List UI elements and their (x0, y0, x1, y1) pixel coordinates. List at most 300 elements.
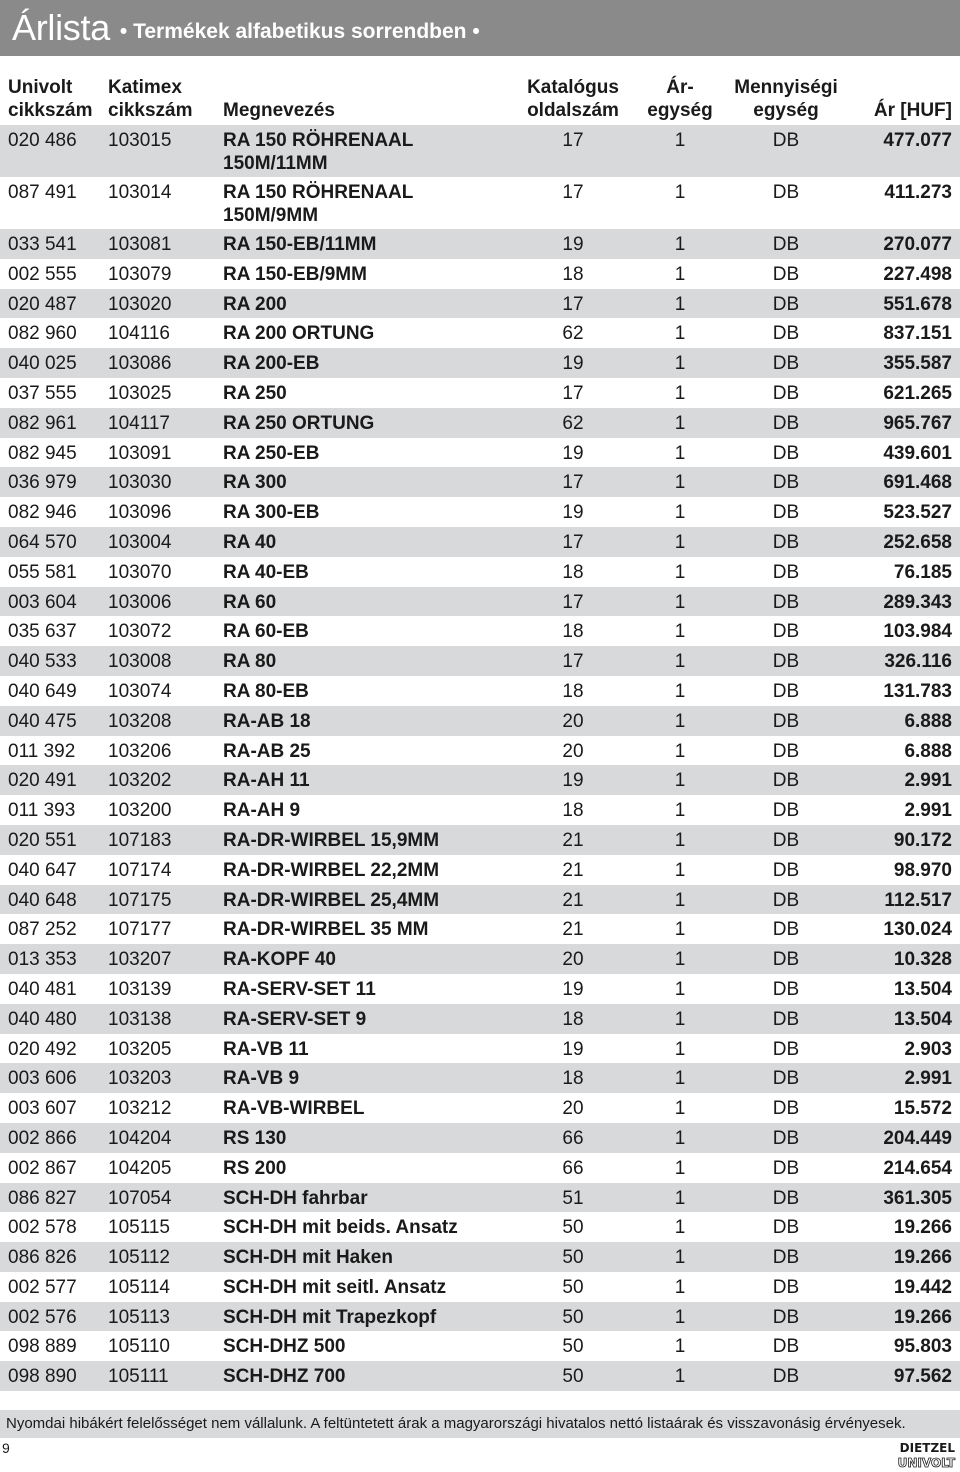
cell-univolt: 013 353 (8, 949, 77, 971)
cell-price: 252.658 (883, 531, 952, 553)
cell-name: RA-KOPF 40 (223, 949, 336, 971)
cell-price-unit: 1 (674, 621, 686, 643)
page-subtitle: • Termékek alfabetikus sorrendben • (119, 20, 480, 43)
cell-price-unit: 1 (674, 502, 686, 524)
table-row (0, 944, 960, 974)
cell-price: 10.328 (893, 949, 952, 971)
cell-qty-unit: DB (772, 1008, 800, 1030)
cell-price-unit: 1 (674, 770, 686, 792)
table-row (0, 885, 960, 915)
cell-price-unit: 1 (674, 919, 686, 941)
cell-price-unit: 1 (674, 949, 686, 971)
cell-qty-unit: DB (772, 591, 800, 613)
cell-name: RA-DR-WIRBEL 25,4MM (223, 889, 440, 911)
table-row (0, 855, 960, 885)
cell-name: SCH-DH mit Haken (223, 1247, 393, 1269)
cell-catalog-page: 17 (562, 531, 584, 553)
cell-catalog-page: 18 (562, 800, 584, 822)
table-row (0, 177, 960, 229)
cell-catalog-page: 19 (562, 234, 584, 255)
table-row (0, 1361, 960, 1391)
cell-price-unit: 1 (674, 561, 686, 583)
cell-name: RA-DR-WIRBEL 15,9MM (223, 829, 440, 851)
col-catalog-label: Katalógus oldalszám (527, 77, 619, 121)
cell-univolt: 082 946 (8, 502, 77, 524)
cell-qty-unit: DB (772, 1068, 800, 1090)
col-price-unit-label: Ár-egység (647, 77, 713, 121)
cell-catalog-page: 20 (562, 949, 584, 971)
cell-price-unit: 1 (674, 1366, 686, 1388)
cell-catalog-page: 17 (562, 382, 584, 404)
cell-price: 289.343 (883, 591, 952, 613)
cell-katimex: 107177 (108, 919, 172, 941)
cell-price: 131.783 (883, 680, 952, 702)
col-name-header (223, 99, 335, 122)
cell-univolt: 098 890 (8, 1366, 77, 1388)
cell-price: 326.116 (884, 651, 952, 673)
cell-price-unit: 1 (674, 889, 686, 911)
cell-price-unit: 1 (674, 293, 686, 315)
cell-katimex: 103020 (108, 293, 172, 315)
cell-univolt: 082 961 (8, 412, 77, 434)
cell-catalog-page: 17 (562, 651, 584, 673)
cell-qty-unit: DB (772, 919, 800, 941)
cell-name: RA 40-EB (223, 561, 309, 583)
cell-katimex: 103025 (108, 382, 172, 404)
table-row (0, 914, 960, 944)
cell-name: RA-AB 25 (223, 740, 311, 762)
cell-qty-unit: DB (772, 531, 800, 553)
cell-name: RA-VB-WIRBEL (223, 1098, 365, 1120)
cell-price: 411.273 (884, 182, 952, 203)
price-table (0, 125, 960, 1391)
cell-catalog-page: 19 (562, 978, 584, 1000)
cell-price: 13.504 (893, 978, 952, 1000)
cell-katimex: 104117 (108, 412, 170, 434)
cell-katimex: 103014 (108, 182, 172, 203)
cell-univolt: 003 607 (8, 1098, 77, 1120)
cell-price-unit: 1 (674, 412, 686, 434)
cell-univolt: 020 551 (8, 829, 77, 851)
cell-price-unit: 1 (674, 591, 686, 613)
col-katimex-header (108, 76, 208, 122)
cell-univolt: 035 637 (8, 621, 77, 643)
cell-name: SCH-DH mit seitl. Ansatz (223, 1276, 447, 1298)
cell-name: RA-SERV-SET 11 (223, 978, 376, 1000)
cell-qty-unit: DB (772, 382, 800, 404)
table-row (0, 736, 960, 766)
cell-univolt: 086 826 (8, 1247, 77, 1269)
cell-qty-unit: DB (772, 502, 800, 524)
cell-name: RS 130 (223, 1127, 287, 1149)
cell-univolt: 040 481 (8, 978, 77, 1000)
cell-univolt: 086 827 (8, 1187, 77, 1209)
cell-price: 19.266 (893, 1247, 952, 1269)
col-univolt-header (8, 76, 104, 122)
cell-univolt: 040 648 (8, 889, 77, 911)
cell-univolt: 020 491 (8, 770, 77, 792)
cell-catalog-page: 20 (562, 1098, 584, 1120)
cell-catalog-page: 18 (562, 680, 584, 702)
cell-qty-unit: DB (772, 1306, 800, 1328)
cell-katimex: 103015 (108, 130, 172, 151)
cell-univolt: 036 979 (8, 472, 77, 494)
cell-qty-unit: DB (772, 1098, 800, 1120)
cell-katimex: 105114 (108, 1276, 170, 1298)
cell-price: 19.266 (893, 1217, 952, 1239)
cell-qty-unit: DB (772, 770, 800, 792)
cell-name: RA 200 ORTUNG (223, 323, 375, 345)
cell-catalog-page: 17 (562, 293, 584, 315)
table-row (0, 1093, 960, 1123)
cell-name: RA 150 RÖHRENAAL 150M/11MM (223, 130, 414, 174)
table-row (0, 1123, 960, 1153)
cell-catalog-page: 50 (562, 1247, 584, 1269)
cell-qty-unit: DB (772, 293, 800, 315)
cell-katimex: 103030 (108, 472, 172, 494)
cell-katimex: 103081 (108, 234, 172, 255)
cell-catalog-page: 66 (562, 1127, 584, 1149)
col-name-label: Megnevezés (223, 100, 335, 121)
cell-univolt: 020 486 (8, 130, 77, 151)
table-row (0, 497, 960, 527)
cell-name: SCH-DHZ 500 (223, 1336, 346, 1358)
cell-name: RA 250 (223, 382, 287, 404)
cell-price-unit: 1 (674, 859, 686, 881)
cell-price-unit: 1 (674, 710, 686, 732)
cell-katimex: 103212 (108, 1098, 172, 1120)
cell-katimex: 107054 (108, 1187, 172, 1209)
logo-bottom-text: UNIVOLT (897, 1456, 955, 1470)
cell-catalog-page: 19 (562, 502, 584, 524)
cell-katimex: 103008 (108, 651, 172, 673)
cell-katimex: 103079 (108, 263, 172, 285)
cell-qty-unit: DB (772, 1336, 800, 1358)
table-row (0, 289, 960, 319)
table-row (0, 229, 960, 259)
cell-katimex: 107175 (108, 889, 172, 911)
cell-qty-unit: DB (772, 234, 800, 255)
cell-name: RA-DR-WIRBEL 22,2MM (223, 859, 440, 881)
cell-qty-unit: DB (772, 1038, 800, 1060)
cell-catalog-page: 62 (562, 412, 584, 434)
table-row (0, 1183, 960, 1213)
cell-price: 19.266 (893, 1306, 952, 1328)
cell-price: 6.888 (904, 740, 952, 762)
cell-price: 837.151 (883, 323, 952, 345)
cell-catalog-page: 50 (562, 1217, 584, 1239)
cell-catalog-page: 18 (562, 561, 584, 583)
cell-price: 76.185 (893, 561, 952, 583)
table-row (0, 646, 960, 676)
col-qty-unit-header (730, 76, 842, 122)
cell-price: 90.172 (893, 829, 952, 851)
cell-univolt: 098 889 (8, 1336, 77, 1358)
cell-name: RA 300 (223, 472, 287, 494)
cell-price: 214.654 (883, 1157, 952, 1179)
cell-univolt: 040 480 (8, 1008, 77, 1030)
cell-qty-unit: DB (772, 442, 800, 464)
cell-katimex: 103208 (108, 710, 172, 732)
cell-price: 2.903 (904, 1038, 952, 1060)
cell-univolt: 002 866 (8, 1127, 77, 1149)
cell-catalog-page: 19 (562, 770, 584, 792)
cell-katimex: 103070 (108, 561, 172, 583)
cell-name: RA 200-EB (223, 353, 320, 375)
cell-qty-unit: DB (772, 561, 800, 583)
cell-qty-unit: DB (772, 680, 800, 702)
cell-univolt: 087 491 (8, 182, 77, 203)
cell-katimex: 103203 (108, 1068, 172, 1090)
table-row (0, 125, 960, 177)
cell-univolt: 087 252 (8, 919, 77, 941)
cell-katimex: 103206 (108, 740, 172, 762)
cell-price: 103.984 (883, 621, 952, 643)
cell-name: RA-AB 18 (223, 710, 311, 732)
cell-price-unit: 1 (674, 182, 686, 203)
table-row (0, 974, 960, 1004)
dietzel-univolt-logo (886, 1440, 956, 1470)
cell-price-unit: 1 (674, 1127, 686, 1149)
page-number: 9 (2, 1440, 10, 1456)
cell-catalog-page: 21 (562, 859, 584, 881)
table-row (0, 1302, 960, 1332)
table-row (0, 1242, 960, 1272)
cell-qty-unit: DB (772, 1247, 800, 1269)
cell-qty-unit: DB (772, 621, 800, 643)
cell-qty-unit: DB (772, 889, 800, 911)
cell-catalog-page: 17 (562, 472, 584, 494)
cell-univolt: 082 945 (8, 442, 77, 464)
cell-qty-unit: DB (772, 1217, 800, 1239)
table-row (0, 408, 960, 438)
table-row (0, 1004, 960, 1034)
cell-univolt: 003 606 (8, 1068, 77, 1090)
cell-katimex: 103139 (108, 978, 172, 1000)
cell-univolt: 002 577 (8, 1276, 77, 1298)
cell-name: RA-SERV-SET 9 (223, 1008, 367, 1030)
cell-catalog-page: 51 (562, 1187, 584, 1209)
cell-price-unit: 1 (674, 1068, 686, 1090)
cell-univolt: 011 392 (8, 740, 76, 762)
cell-catalog-page: 50 (562, 1276, 584, 1298)
cell-name: RA 300-EB (223, 502, 320, 524)
cell-qty-unit: DB (772, 323, 800, 345)
table-row (0, 765, 960, 795)
cell-price-unit: 1 (674, 740, 686, 762)
table-row (0, 825, 960, 855)
cell-price-unit: 1 (674, 1306, 686, 1328)
cell-name: RA 250-EB (223, 442, 320, 464)
cell-name: RA 40 (223, 531, 277, 553)
cell-price-unit: 1 (674, 353, 686, 375)
table-row (0, 616, 960, 646)
cell-name: RS 200 (223, 1157, 287, 1179)
cell-qty-unit: DB (772, 800, 800, 822)
cell-price-unit: 1 (674, 382, 686, 404)
cell-qty-unit: DB (772, 949, 800, 971)
cell-price: 6.888 (904, 710, 952, 732)
cell-qty-unit: DB (772, 829, 800, 851)
cell-name: RA 150-EB/11MM (223, 234, 377, 255)
table-row (0, 438, 960, 468)
cell-katimex: 103205 (108, 1038, 172, 1060)
cell-qty-unit: DB (772, 182, 800, 203)
table-header (0, 76, 960, 124)
cell-catalog-page: 17 (562, 182, 584, 203)
col-price-unit-header (640, 76, 720, 122)
table-row (0, 1212, 960, 1242)
cell-price-unit: 1 (674, 1038, 686, 1060)
cell-katimex: 103006 (108, 591, 172, 613)
cell-qty-unit: DB (772, 740, 800, 762)
cell-katimex: 105115 (108, 1217, 170, 1239)
cell-catalog-page: 20 (562, 710, 584, 732)
cell-name: RA 60-EB (223, 621, 309, 643)
cell-catalog-page: 50 (562, 1336, 584, 1358)
cell-price-unit: 1 (674, 442, 686, 464)
cell-price: 551.678 (883, 293, 952, 315)
cell-katimex: 103202 (108, 770, 172, 792)
table-row (0, 676, 960, 706)
cell-name: RA-AH 9 (223, 800, 301, 822)
cell-qty-unit: DB (772, 1127, 800, 1149)
cell-price-unit: 1 (674, 263, 686, 285)
cell-katimex: 105111 (108, 1366, 169, 1388)
cell-price-unit: 1 (674, 234, 686, 255)
cell-katimex: 107174 (108, 859, 172, 881)
cell-katimex: 107183 (108, 829, 172, 851)
cell-name: SCH-DH mit Trapezkopf (223, 1306, 437, 1328)
cell-univolt: 055 581 (8, 561, 77, 583)
cell-qty-unit: DB (772, 1187, 800, 1209)
cell-catalog-page: 21 (562, 889, 584, 911)
cell-katimex: 103091 (108, 442, 172, 464)
cell-katimex: 105110 (108, 1336, 170, 1358)
cell-name: RA 150-EB/9MM (223, 263, 367, 285)
cell-price: 621.265 (883, 382, 952, 404)
cell-name: RA 250 ORTUNG (223, 412, 375, 434)
cell-qty-unit: DB (772, 130, 800, 151)
cell-univolt: 002 578 (8, 1217, 77, 1239)
cell-price: 13.504 (893, 1008, 952, 1030)
cell-univolt: 064 570 (8, 531, 77, 553)
cell-catalog-page: 62 (562, 323, 584, 345)
cell-catalog-page: 50 (562, 1366, 584, 1388)
cell-name: RA 60 (223, 591, 277, 613)
cell-univolt: 040 475 (8, 710, 77, 732)
cell-katimex: 103074 (108, 680, 172, 702)
cell-price-unit: 1 (674, 1008, 686, 1030)
cell-catalog-page: 19 (562, 442, 584, 464)
cell-katimex: 104204 (108, 1127, 172, 1149)
cell-price: 2.991 (904, 770, 952, 792)
cell-price-unit: 1 (674, 531, 686, 553)
cell-price: 361.305 (883, 1187, 952, 1209)
cell-catalog-page: 18 (562, 263, 584, 285)
cell-price: 270.077 (883, 234, 952, 255)
cell-price: 97.562 (893, 1366, 952, 1388)
cell-katimex: 103004 (108, 531, 172, 553)
cell-price-unit: 1 (674, 680, 686, 702)
col-univolt-label: Univolt cikkszám (8, 77, 93, 121)
cell-price-unit: 1 (674, 1336, 686, 1358)
cell-price: 355.587 (883, 353, 952, 375)
cell-price-unit: 1 (674, 472, 686, 494)
col-price-header (874, 99, 952, 122)
cell-katimex: 103096 (108, 502, 172, 524)
col-katimex-label: Katimex cikkszám (108, 77, 193, 121)
cell-univolt: 040 649 (8, 680, 77, 702)
cell-price-unit: 1 (674, 1098, 686, 1120)
cell-catalog-page: 17 (562, 591, 584, 613)
cell-price-unit: 1 (674, 130, 686, 151)
cell-katimex: 103207 (108, 949, 172, 971)
cell-catalog-page: 17 (562, 130, 584, 151)
cell-price-unit: 1 (674, 1187, 686, 1209)
cell-qty-unit: DB (772, 412, 800, 434)
disclaimer-bar (0, 1410, 960, 1438)
cell-univolt: 003 604 (8, 591, 77, 613)
cell-name: SCH-DH mit beids. Ansatz (223, 1217, 458, 1239)
cell-price-unit: 1 (674, 978, 686, 1000)
cell-qty-unit: DB (772, 1157, 800, 1179)
cell-price-unit: 1 (674, 1157, 686, 1179)
table-row (0, 318, 960, 348)
cell-catalog-page: 19 (562, 1038, 584, 1060)
table-row (0, 259, 960, 289)
cell-qty-unit: DB (772, 978, 800, 1000)
cell-name: RA-DR-WIRBEL 35 MM (223, 919, 429, 941)
table-row (0, 795, 960, 825)
cell-price-unit: 1 (674, 1276, 686, 1298)
cell-price: 439.601 (883, 442, 952, 464)
cell-price: 691.468 (883, 472, 952, 494)
cell-price: 2.991 (904, 800, 952, 822)
cell-price: 98.970 (893, 859, 952, 881)
cell-catalog-page: 18 (562, 621, 584, 643)
cell-price-unit: 1 (674, 651, 686, 673)
cell-qty-unit: DB (772, 1366, 800, 1388)
cell-univolt: 002 576 (8, 1306, 77, 1328)
cell-univolt: 011 393 (8, 800, 76, 822)
cell-price: 2.991 (904, 1068, 952, 1090)
cell-katimex: 105113 (108, 1306, 170, 1328)
cell-qty-unit: DB (772, 859, 800, 881)
page-title: Árlista (12, 7, 110, 48)
col-price-label: Ár [HUF] (873, 100, 952, 121)
cell-price-unit: 1 (674, 829, 686, 851)
cell-katimex: 103138 (108, 1008, 172, 1030)
cell-univolt: 033 541 (8, 234, 77, 255)
table-row (0, 1034, 960, 1064)
cell-katimex: 103086 (108, 353, 172, 375)
cell-name: RA-VB 11 (223, 1038, 309, 1060)
cell-catalog-page: 20 (562, 740, 584, 762)
cell-univolt: 037 555 (8, 382, 77, 404)
table-row (0, 706, 960, 736)
cell-price: 95.803 (893, 1336, 952, 1358)
cell-catalog-page: 18 (562, 1068, 584, 1090)
logo-top-text: DIETZEL (899, 1441, 955, 1455)
cell-name: RA 200 (223, 293, 287, 315)
cell-name: RA 80-EB (223, 680, 309, 702)
page-header (0, 0, 960, 56)
cell-catalog-page: 66 (562, 1157, 584, 1179)
cell-price: 130.024 (883, 919, 952, 941)
cell-price: 112.517 (884, 889, 952, 911)
cell-catalog-page: 21 (562, 829, 584, 851)
